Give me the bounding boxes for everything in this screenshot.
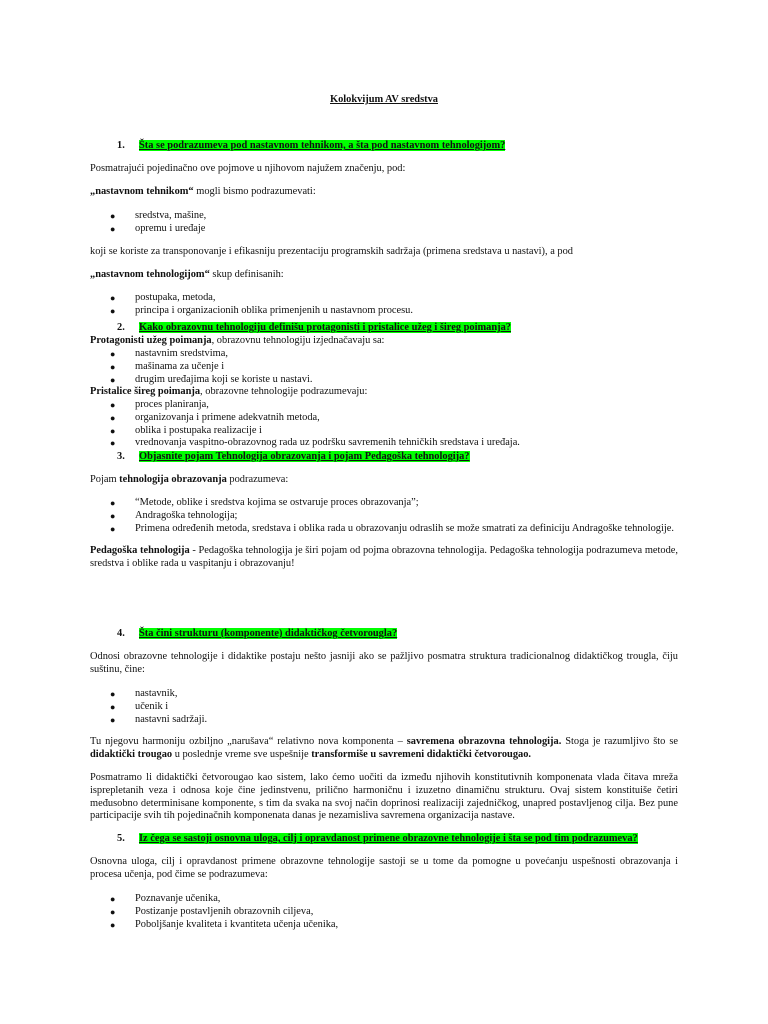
bullet-icon: ● (110, 438, 116, 449)
bullet-icon: ● (110, 374, 116, 385)
list-item: ● Postizanje postavljenih obrazovnih ciljeva, (110, 905, 314, 917)
bullet-list (110, 497, 678, 535)
question-number: 4. (117, 628, 125, 639)
bullet-list (110, 893, 678, 931)
bullet-icon: ● (110, 498, 116, 508)
bullet-list (110, 292, 678, 318)
list-item: ● nastavnim sredstvima, (110, 348, 228, 359)
bullet-icon: ● (110, 349, 116, 359)
list-item: ● vrednovanja vaspitno-obrazovnog rada uz podršku savremenih tehničkih sredstava i uređaja. (110, 437, 520, 449)
paragraph: „nastavnom tehnologijom“ skup definisanih: (90, 269, 284, 280)
paragraph: Tu njegovu harmoniju ozbiljno „narušava“ relativno nova komponenta – savremena obrazovna tehnologija. Stoga je razumljivo što se didaktički trougao u poslednje vreme sve uspešnije transformiše u savremeni didaktički četvorougao. (90, 736, 678, 760)
bullet-icon: ● (110, 919, 116, 930)
paragraph: Osnovna uloga, cilj i opravdanost primene obrazovne tehnologije sastoji se u tome da pomogne u povećanju uspešnosti obrazovanja i procesa učenja, pod čime se podrazumeva: (90, 856, 678, 880)
bold-term: tehnologija obrazovanja (119, 474, 227, 485)
question-4-heading (117, 628, 397, 641)
list-item: ● postupaka, metoda, (110, 292, 216, 303)
bold-term: „nastavnom tehnologijom“ (90, 269, 210, 280)
question-number: 3. (117, 451, 125, 462)
paragraph: Odnosi obrazovne tehnologije i didaktike postaju nešto jasniji ako se pažljivo posmatra struktura tradicionalnog didaktičkog trougla, čiju suštinu, čine: (90, 651, 678, 675)
list-item: ● “Metode, oblike i sredstva kojima se ostvaruje proces obrazovanja”; (110, 497, 419, 508)
list-item: ● Andragoška tehnologija; (110, 509, 238, 521)
list-item: ● organizovanja i primene adekvatnih metoda, (110, 411, 320, 423)
bullet-icon: ● (110, 425, 116, 436)
bold-term: Protagonisti užeg poimanja (90, 335, 212, 346)
bold-term: „nastavnom tehnikom“ (90, 186, 194, 197)
question-5-heading (117, 833, 638, 846)
question-text: Šta čini strukturu (komponente) didaktičkog četvorougla? (139, 628, 398, 639)
list-item: ● Poboljšanje kvaliteta i kvantiteta učenja učenika, (110, 918, 339, 930)
list-item: ● principa i organizacionih oblika primenjenih u nastavnom procesu. (110, 304, 413, 316)
paragraph: Posmatrajući pojedinačno ove pojmove u njihovom najužem značenju, pod: (90, 163, 406, 174)
paragraph: Protagonisti užeg poimanja, obrazovnu tehnologiju izjednačavaju sa: (90, 335, 385, 346)
list-item: ● oblika i postupaka realizacije i (110, 424, 262, 436)
question-text: Šta se podrazumeva pod nastavnom tehnikom, a šta pod nastavnom tehnologijom? (139, 140, 506, 151)
bullet-icon: ● (110, 701, 116, 712)
bullet-icon: ● (110, 523, 116, 534)
list-item: ● nastavni sadržaji. (110, 713, 208, 725)
bold-term: Pristalice šireg poimanja (90, 386, 201, 397)
list-item: ● proces planiranja, (110, 399, 209, 410)
bullet-icon: ● (110, 714, 116, 725)
paragraph: Pojam tehnologija obrazovanja podrazumeva: (90, 474, 289, 485)
bullet-list (110, 688, 678, 726)
list-item: ● opremu i uređaje (110, 222, 206, 234)
bullet-icon: ● (110, 305, 116, 316)
question-number: 5. (117, 833, 125, 844)
question-3-heading (117, 451, 470, 464)
bullet-icon: ● (110, 906, 116, 917)
bullet-list (110, 210, 678, 236)
bullet-icon: ● (110, 412, 116, 423)
list-item: ● drugim uređajima koji se koriste u nastavi. (110, 373, 313, 385)
question-number: 1. (117, 140, 125, 151)
bullet-icon: ● (110, 223, 116, 234)
question-text: Kako obrazovnu tehnologiju definišu protagonisti i pristalice užeg i šireg poimanja? (139, 322, 511, 333)
list-item: ● Primena određenih metoda, sredstava i oblika rada u obrazovanju odraslih se može smatrati za definiciju Andragoške tehnologije. (110, 522, 674, 534)
bullet-icon: ● (110, 894, 116, 904)
document-title: Kolokvijum AV sredstva (330, 94, 438, 105)
paragraph: Pedagoška tehnologija - Pedagoška tehnologija je širi pojam od pojma obrazovna tehnologija. Pedagoška tehnologija podrazumeva metode, sredstva i oblike rada u vaspitanju i obrazovanju! (90, 545, 679, 569)
paragraph: „nastavnom tehnikom“ mogli bismo podrazumevati: (90, 186, 316, 197)
paragraph: Posmatramo li didaktički četvorougao kao sistem, lako ćemo uočiti da između njihovih konstitutivnih komponenata vlada čitava mreža isprepletanih veza i odnosa koje čine jedinstvenu, prilično harmoničnu i izuzetno dinamičnu strukturu. Ovaj sistem konstituiše četiri međusobno determinisane komponente, s tim da svaka na svoj način doprinosi realizaciji zajedničkog, unapred postavljenog cilja. Bez pune participacije svih tih pojedinačnih komponenata danas je nezamisliva savremena organizacija nastave. (90, 772, 678, 822)
list-item: ● nastavnik, (110, 688, 178, 699)
bullet-icon: ● (110, 689, 116, 699)
list-item: ● sredstva, mašine, (110, 210, 207, 221)
bullet-list (110, 348, 678, 386)
bold-term: Pedagoška tehnologija (90, 545, 190, 556)
bullet-icon: ● (110, 361, 116, 372)
question-number: 2. (117, 322, 125, 333)
question-text: Objasnite pojam Tehnologija obrazovanja i pojam Pedagoška tehnologija? (139, 451, 470, 462)
bullet-list (110, 399, 678, 450)
list-item: ● učenik i (110, 700, 169, 712)
paragraph: koji se koriste za transponovanje i efikasniju prezentaciju programskih sadržaja (primena sredstava u nastavi), a pod (90, 246, 573, 257)
question-text: Iz čega se sastoji osnovna uloga, cilj i opravdanost primene obrazovne tehnologije i šta se pod tim podrazumeva? (139, 833, 638, 844)
bullet-icon: ● (110, 211, 116, 221)
question-1-heading (117, 140, 505, 153)
list-item: ● Poznavanje učenika, (110, 893, 221, 904)
bullet-icon: ● (110, 400, 116, 410)
bullet-icon: ● (110, 510, 116, 521)
question-2-heading (117, 322, 511, 335)
bullet-icon: ● (110, 293, 116, 303)
paragraph: Pristalice šireg poimanja, obrazovne tehnologije podrazumevaju: (90, 386, 368, 397)
list-item: ● mašinama za učenje i (110, 360, 225, 372)
